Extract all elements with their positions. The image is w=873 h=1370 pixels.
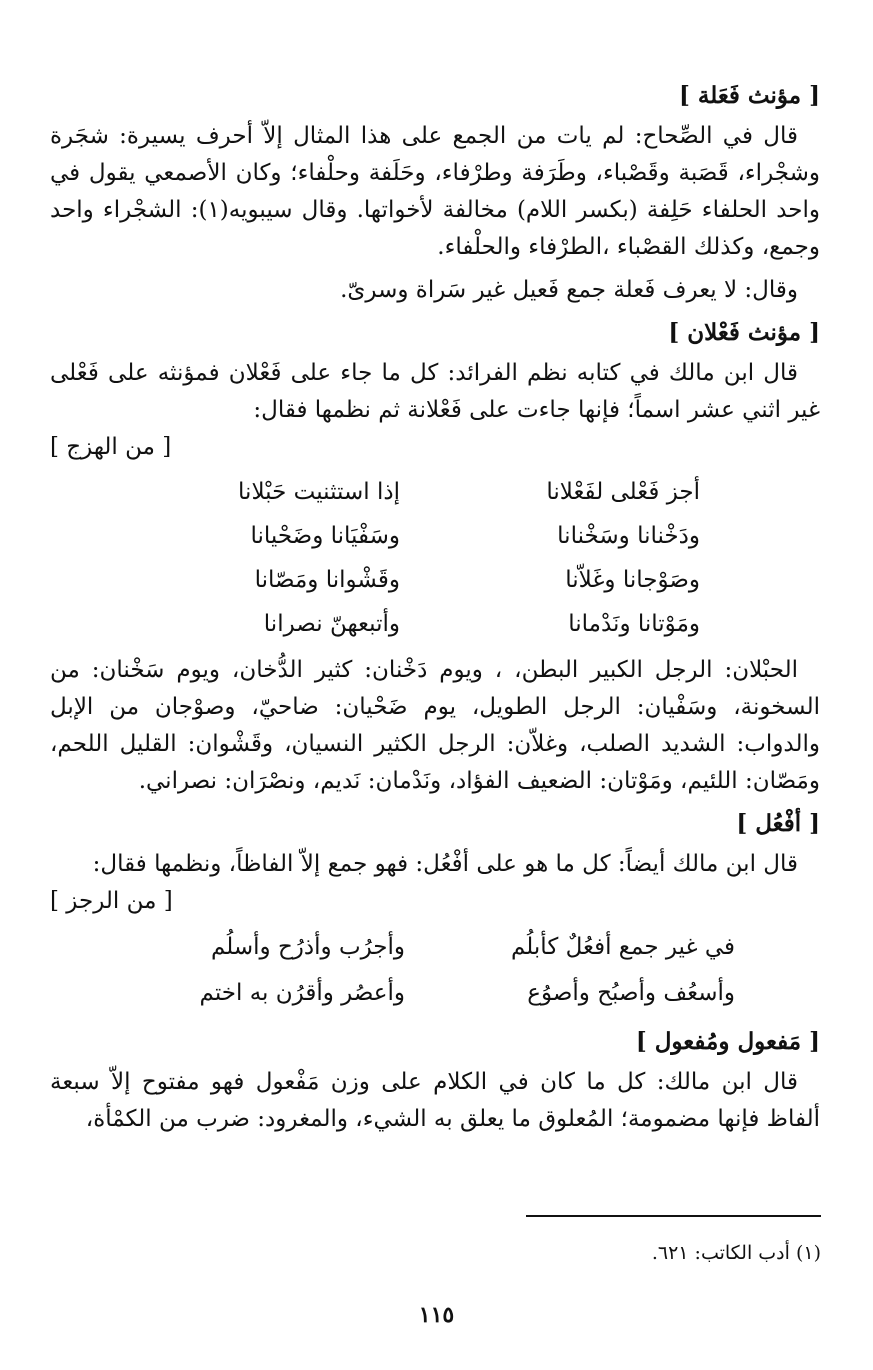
poem-falan bbox=[50, 470, 820, 646]
poem-hemistich-first: أجز فَعْلى لفَعْلانا bbox=[546, 479, 700, 505]
poem-hemistich-second: وأعصُر وأقرُن به اختم bbox=[199, 980, 405, 1006]
poem-hemistich-second: وأتبعهنّ نصرانا bbox=[263, 611, 400, 637]
poem-hemistich-second: إذا استثنيت حَبْلانا bbox=[238, 479, 400, 505]
poem-verse bbox=[50, 558, 820, 602]
page-number: ١١٥ bbox=[418, 1302, 455, 1328]
poem-verse bbox=[50, 514, 820, 558]
footnote: (١) أدب الكاتب: ٦٢١. bbox=[651, 1242, 821, 1264]
section-heading-feminine-falan: [ مؤنث فَعْلان ] bbox=[668, 319, 820, 346]
section-heading-feminine-faala: [ مؤنث فَعَلة ] bbox=[678, 82, 820, 109]
poem-hemistich-second: وأجرُب وأذرُح وأسلُم bbox=[210, 934, 405, 960]
meter-label-hazaj: [ من الهزج ] bbox=[50, 434, 172, 460]
section-heading-afal: [ أفْعُل ] bbox=[736, 810, 820, 837]
paragraph-ibn-malik-mafool: قال ابن مالك: كل ما كان في الكلام على وزن مَفْعول فهو مفتوح إلاّ سبعة ألفاظ فإنها مضمومة؛ المُعلوق ما يعلق به الشيء، والمغرود: ضرب من الكمْأة، bbox=[50, 1069, 820, 1132]
footnote-divider bbox=[526, 1215, 821, 1217]
poem-verse bbox=[50, 924, 820, 970]
paragraph-faeela: وقال: لا يعرف فَعلة جمع فَعيل غير سَراة وسرىّ. bbox=[340, 277, 798, 303]
poem-verse bbox=[50, 970, 820, 1016]
poem-hemistich-second: وسَفْيَانا وضَحْيانا bbox=[250, 523, 400, 549]
paragraph-ibn-malik-afal: قال ابن مالك أيضاً: كل ما هو على أفْعُل: فهو جمع إلاّ الفاظاً، ونظمها فقال: bbox=[92, 851, 798, 877]
poem-hemistich-second: وقَشْوانا ومَصّانا bbox=[254, 567, 400, 593]
paragraph-sihah: قال في الصِّحاح: لم يات من الجمع على هذا المثال إلاّ أحرف يسيرة: شجَرة وشجْراء، قَصَبة وقَصْباء، وطَرَفة وطرْفاء، وحَلَفة وحلْفاء؛ وكان الأصمعي يقول في واحد الحلفاء حَلِفة (بكسر اللام) مخالفة لأخواتها. وقال سيبويه(١): الشجْراء واحد وجمع، وكذلك القصْباء ،الطرْفاء والحلْفاء. bbox=[50, 123, 820, 260]
poem-hemistich-first: في غير جمع أفعُلٌ كأبلُم bbox=[510, 934, 735, 960]
section-heading-mafool: [ مَفعول ومُفعول ] bbox=[635, 1028, 820, 1055]
poem-hemistich-first: وأسعُف وأصبُح وأصوُع bbox=[527, 980, 735, 1006]
paragraph-definitions: الحبْلان: الرجل الكبير البطن، ، ويوم دَخْنان: كثير الدُّخان، ويوم سَخْنان: من السخونة، وسَفْيان: الرجل الطويل، يوم ضَحْيان: ضاحيّ، وصوْجان من الإبل والدواب: الشديد الصلب، وغلاّن: الرجل الكثير النسيان، وقَشْوان: القليل اللحم، ومَصّان: اللئيم، ومَوْتان: الضعيف الفؤاد، ونَدْمان: نَديم، ونصْرَان: نصراني. bbox=[50, 657, 820, 794]
poem-hemistich-first: وصَوْجانا وغَلاّنا bbox=[565, 567, 700, 593]
paragraph-ibn-malik-falan: قال ابن مالك في كتابه نظم الفرائد: كل ما جاء على فَعْلان فمؤنثه على فَعْلى غير اثني عشر اسماً؛ فإنها جاءت على فَعْلانة ثم نظمها فقال: bbox=[50, 360, 820, 423]
meter-label-rajaz: [ من الرجز ] bbox=[50, 888, 173, 914]
page-body bbox=[50, 72, 820, 1138]
poem-hemistich-first: ومَوْتانا ونَدْمانا bbox=[568, 611, 700, 637]
poem-hemistich-first: ودَخْنانا وسَخْنانا bbox=[557, 523, 700, 549]
poem-verse bbox=[50, 470, 820, 514]
poem-verse bbox=[50, 602, 820, 646]
poem-afal bbox=[50, 924, 820, 1016]
